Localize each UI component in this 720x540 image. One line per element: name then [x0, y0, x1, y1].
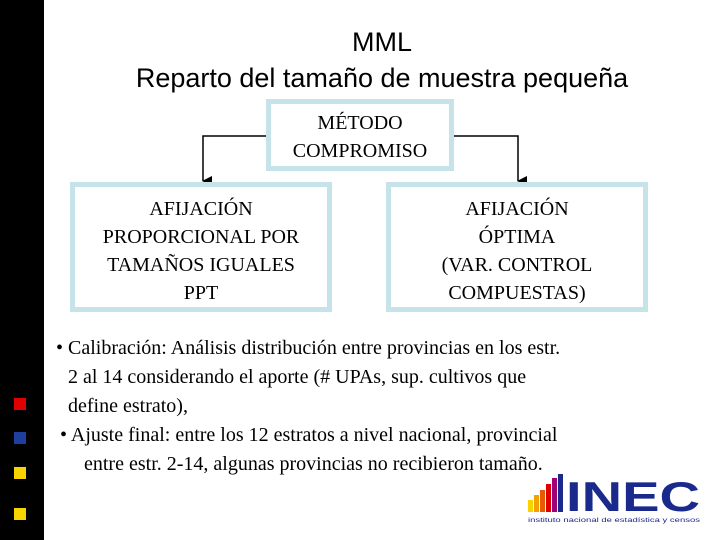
right-box-line-3: (VAR. CONTROL — [441, 254, 593, 276]
inec-logo — [526, 470, 706, 526]
logo-wordmark: INEC — [566, 473, 700, 520]
connector-left — [203, 136, 268, 181]
right-box-line-1: AFIJACIÓN — [465, 198, 569, 220]
left-box-line-3: TAMAÑOS IGUALES — [107, 254, 295, 276]
bullet-2-line-1: • Ajuste final: entre los 12 estratos a nivel nacional, provincial — [60, 424, 558, 446]
connector-right — [452, 136, 518, 181]
top-box-line-1: MÉTODO — [317, 112, 403, 134]
bullet-1-line-1: • Calibración: Análisis distribución entre provincias en los estr. — [56, 337, 561, 359]
title-line-1: MML — [352, 27, 412, 57]
afijacion-optima-box — [386, 182, 648, 312]
right-box-line-2: ÓPTIMA — [478, 226, 556, 248]
bullet-1-line-2: 2 al 14 considerando el aporte (# UPAs, sup. cultivos que — [68, 366, 527, 388]
right-box-line-4: COMPUESTAS) — [448, 282, 586, 304]
left-box-line-4: PPT — [183, 282, 219, 304]
title-line-2: Reparto del tamaño de muestra pequeña — [135, 63, 629, 93]
left-box-line-1: AFIJACIÓN — [149, 198, 253, 220]
left-box-line-2: PROPORCIONAL POR — [102, 226, 300, 248]
metodo-compromiso-box — [266, 99, 454, 171]
logo-tagline: instituto nacional de estadística y censos — [528, 517, 702, 524]
bullet-1-line-3: define estrato), — [68, 395, 188, 417]
inec-logo-graphic — [526, 470, 706, 526]
bullet-list — [56, 334, 686, 479]
afijacion-proporcional-box — [70, 182, 332, 312]
bullet-2-line-2: entre estr. 2-14, algunas provincias no recibieron tamaño. — [84, 453, 543, 475]
top-box-line-2: COMPROMISO — [292, 140, 428, 162]
